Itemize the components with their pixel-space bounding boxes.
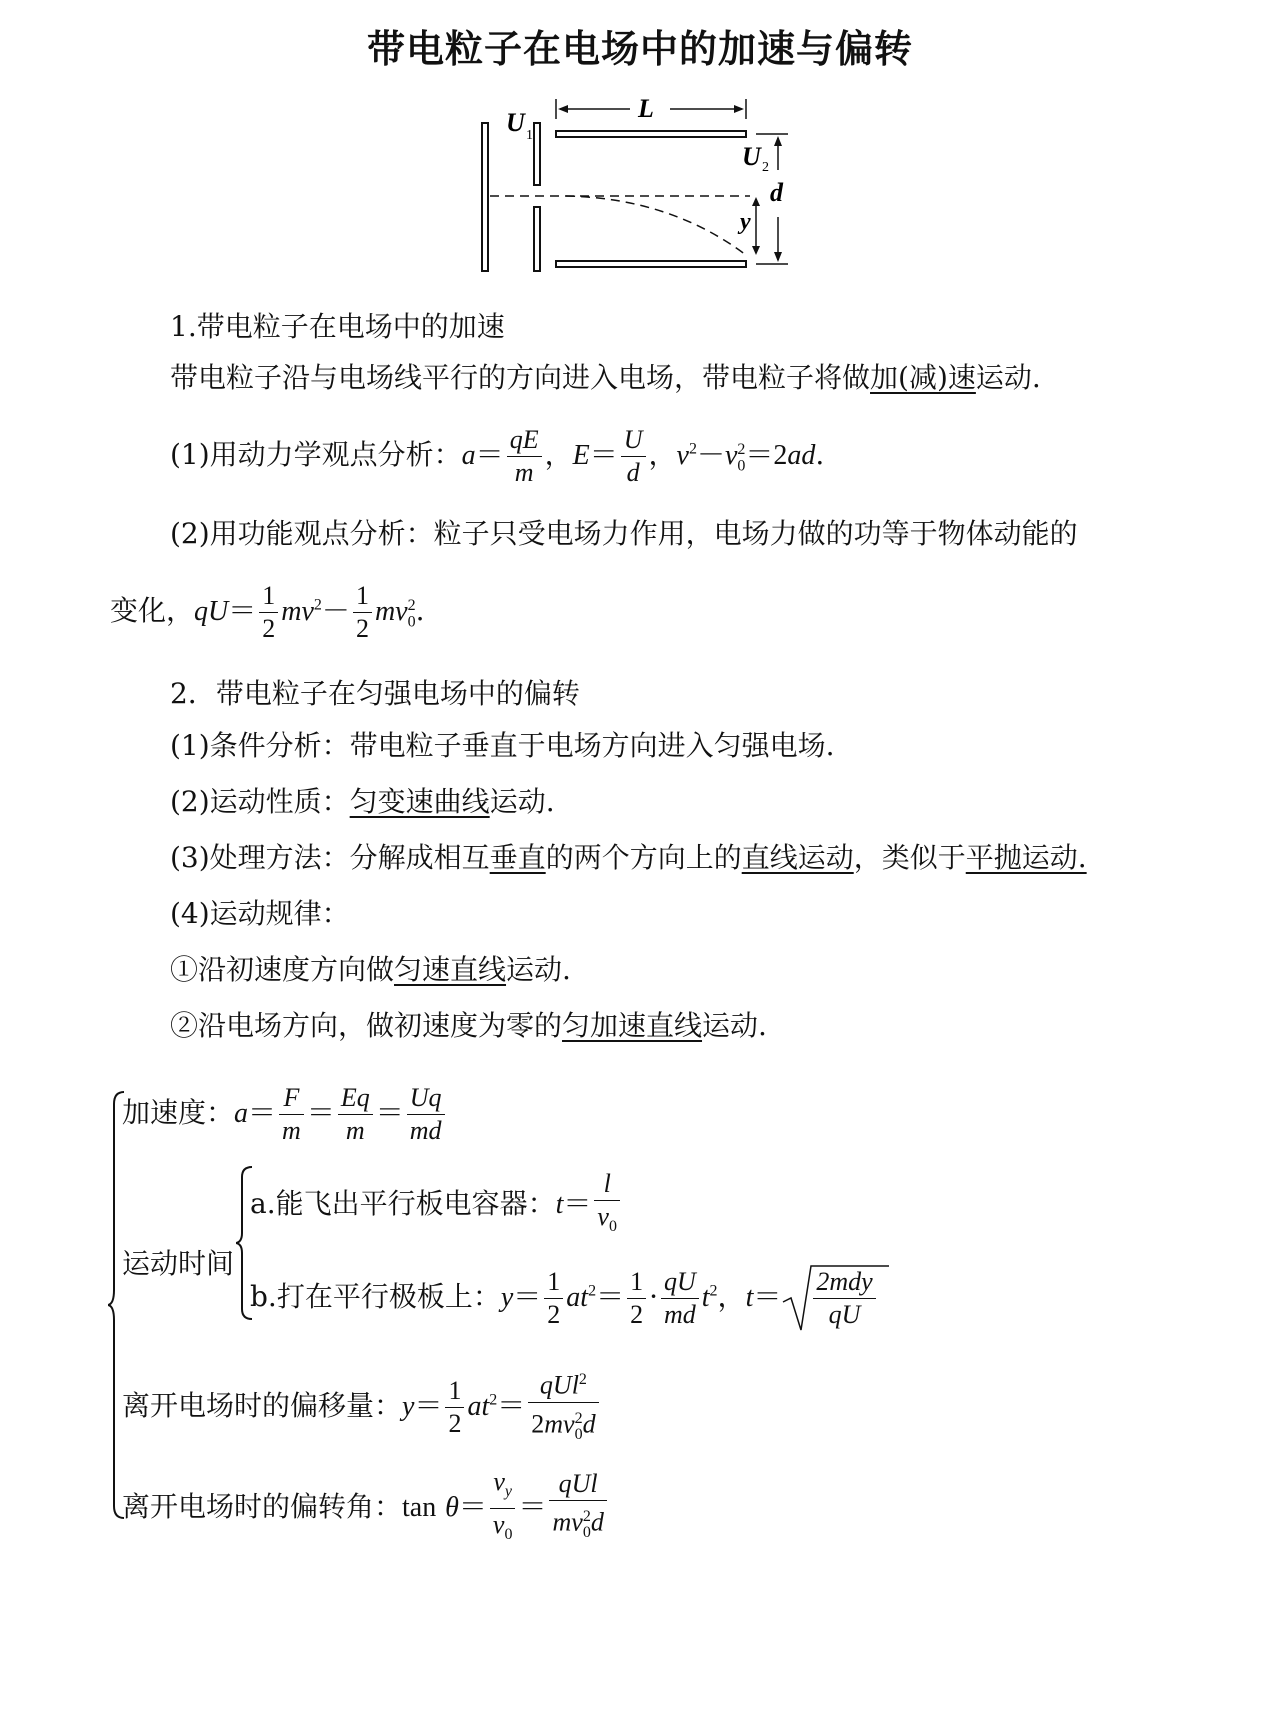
section2-law: (4)运动规律： — [170, 897, 350, 930]
angle-formula: 离开电场时的偏转角：tan θ＝ $\frac{v_y}{v_0}$ ＝ $\frac{\text{qUl}}{mv_0^2d}$ — [122, 1466, 610, 1551]
section2-method: (3)处理方法：分解成相互垂直的两个方向上的直线运动，类似于平抛运动. — [170, 841, 1087, 874]
section2-heading: 2．带电粒子在匀强电场中的偏转 — [170, 677, 580, 710]
section1-intro: 带电粒子沿与电场线平行的方向进入电场，带电粒子将做加(减)速运动. — [170, 361, 1041, 394]
time-label: 运动时间 — [122, 1247, 235, 1280]
section2-nature: (2)运动性质：匀变速曲线运动. — [170, 785, 555, 818]
label-U2-sub: 2 — [762, 160, 769, 175]
label-L: L — [638, 95, 654, 123]
section2-law2: ②沿电场方向，做初速度为零的匀加速直线运动. — [170, 1009, 767, 1042]
section2-cond: (1)条件分析：带电粒子垂直于电场方向进入匀强电场. — [170, 729, 835, 762]
label-U1-sub: 1 — [526, 128, 533, 143]
section1-item2: (2)用功能观点分析：粒子只受电场力作用，电场力做的功等于物体动能的 — [170, 517, 1078, 550]
label-y: y — [740, 209, 751, 235]
outer-brace — [108, 1090, 128, 1520]
accel-formula: 加速度：a＝ $\frac{F}{m}$ ＝ $\frac{Eq}{m}$ ＝ $\frac{Uq}{md}$ — [122, 1082, 448, 1147]
section1-item2-cont: 变化，qU＝ $\frac{1}{2}$ $mv^2-$ $\frac{1}{2}$ $mv_0^2$. — [110, 581, 425, 643]
section1-item1: (1)用动力学观点分析：a＝ $\frac{qE}{m}$ ，E＝ $\frac{U}{d}$ ，$v^2-v_0^2=2ad$. — [170, 425, 825, 487]
label-d: d — [770, 178, 783, 207]
u1-plate-top — [534, 123, 540, 185]
offset-formula: 离开电场时的偏移量：y＝ $\frac{1}{2}$ $at^2=$ $\frac{qUl^2}{2mv_0^2d}$ — [122, 1364, 602, 1451]
u1-plate-bottom — [534, 207, 540, 271]
bottom-deflection-plate — [556, 261, 746, 267]
top-deflection-plate — [556, 131, 746, 137]
deflection-diagram — [470, 95, 810, 280]
section2-law1: ①沿初速度方向做匀速直线运动. — [170, 953, 571, 986]
time-a: a.能飞出平行板电容器：t＝ $\frac{l}{v_0}$ — [250, 1168, 623, 1243]
page-title: 带电粒子在电场中的加速与偏转 — [366, 27, 913, 71]
left-outer-plate — [482, 123, 488, 271]
time-b: b.打在平行极板上：y＝ $\frac{1}{2}$ $at^2=$ $\frac{1}{2}$ · $\frac{qU}{md}$ $t^2$，t＝ $\frac{\text{2mdy}}{qU}$ — [250, 1266, 879, 1331]
section1-heading: 1.带电粒子在电场中的加速 — [170, 310, 505, 343]
label-U2: U — [742, 142, 761, 171]
trajectory-path — [566, 196, 746, 255]
label-U1: U — [506, 108, 525, 137]
